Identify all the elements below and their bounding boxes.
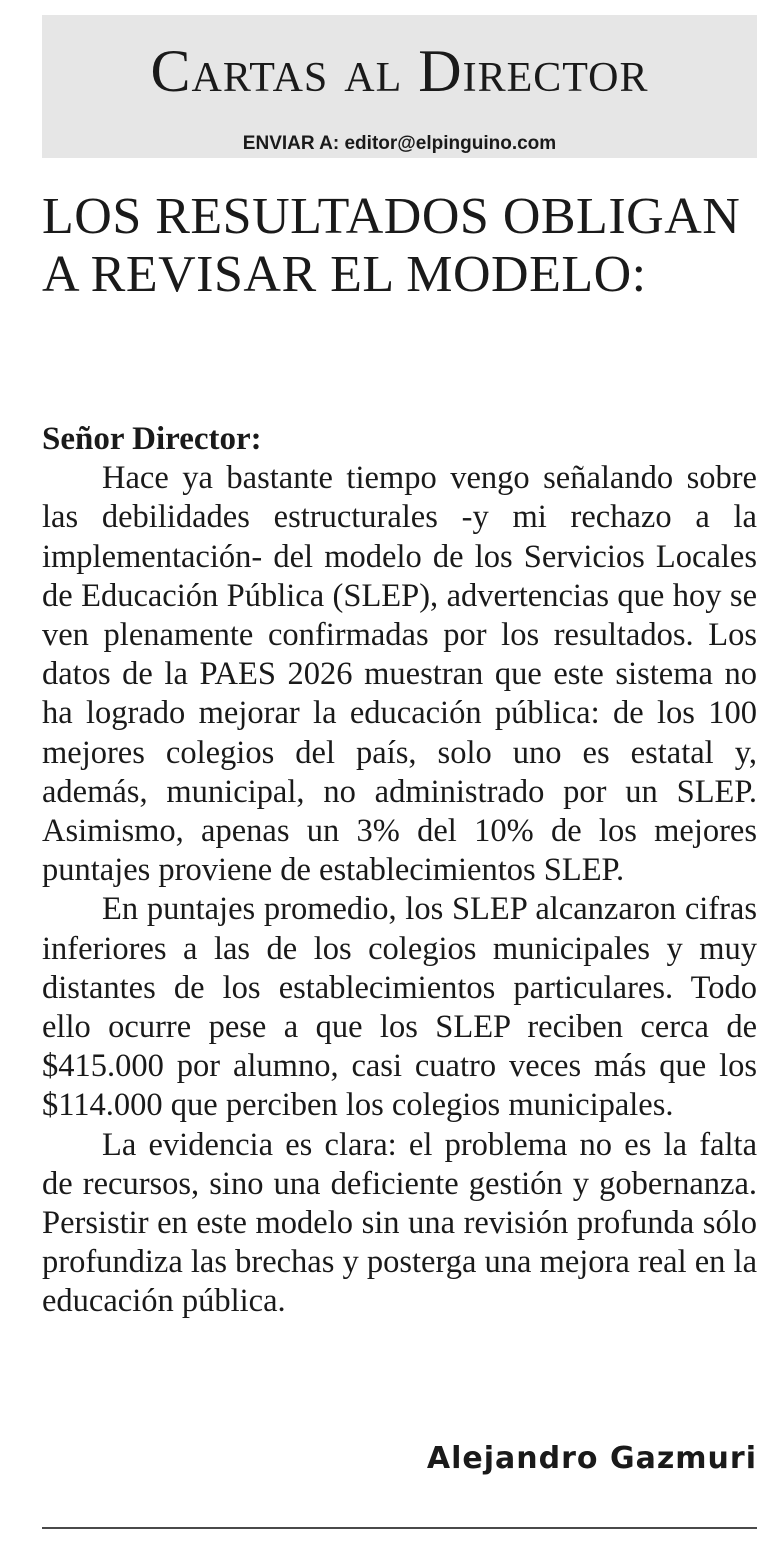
send-to-email[interactable]: ENVIAR A: editor@elpinguino.com [242, 133, 557, 154]
letter-paragraph: Hace ya bastante tiempo vengo señalando sobre las debilidades estructurales -y mi rechazo a la implementación- del modelo de los Servicios Locales de Educación Pública (SLEP), advertencias que hoy se ven plenamente confirmadas por los resultados. Los datos de la PAES 2026 muestran que este sistema no ha logrado mejorar la educación pública: de los 100 mejores colegios del país, solo uno es estatal y, además, municipal, no administrado por un SLEP. Asimismo, apenas un 3% del 10% de los mejores puntajes proviene de establecimientos SLEP. [42, 460, 757, 889]
letter-signature: Alejandro Gazmuri [426, 1441, 757, 1476]
letter-headline: LOS RESULTADOS OBLIGAN A REVISAR EL MODELO: [42, 188, 741, 303]
letter-paragraph: En puntajes promedio, los SLEP alcanzaron cifras inferiores a las de los colegios municipales y muy distantes de los establecimientos particulares. Todo ello ocurre pese a que los SLEP reciben cerca de $415.000 por alumno, casi cuatro veces más que los $114.000 que perciben los colegios municipales. [42, 891, 757, 1124]
section-header [42, 15, 757, 158]
letter-paragraph: La evidencia es clara: el problema no es la falta de recursos, sino una deficiente gestión y gobernanza. Persistir en este modelo sin una revisión profunda sólo profundiza las brechas y posterga una mejora real en la educación pública. [42, 1126, 757, 1320]
letter-salutation: Señor Director: [42, 421, 262, 457]
section-title: Cartas al Director [150, 38, 649, 104]
bottom-divider [42, 1527, 757, 1529]
letter-body [42, 420, 757, 1322]
